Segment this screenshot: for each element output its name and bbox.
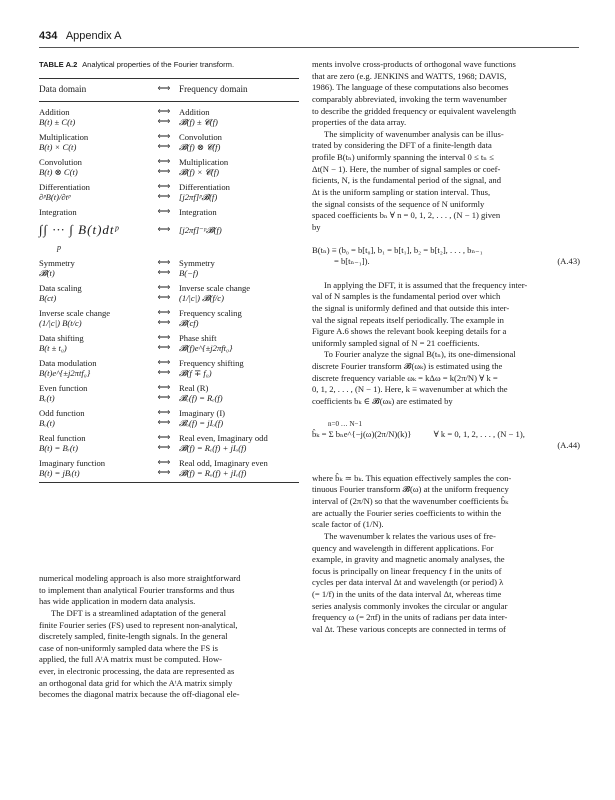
expression-data: (1/|c|) B(t/c) [39, 318, 82, 328]
property-expression-row [39, 418, 299, 428]
table-row [39, 383, 299, 403]
property-expression-row [39, 318, 299, 328]
expression-data: B(t) = jBᵢ(t) [39, 468, 80, 478]
text-line: case of non-uniformly sampled data where the FS is [39, 642, 218, 653]
property-expression-row [39, 217, 299, 243]
property-expression-row [39, 343, 299, 353]
text-line: to implement than analytical Fourier transforms and thus [39, 584, 235, 595]
left-column-text [39, 573, 299, 701]
transform-arrow: ⟺ [157, 258, 171, 268]
expression-frequency: 𝓑ₒ(f) = jIₒ(f) [179, 418, 224, 428]
text-line: focus is principally on linear frequency f in the units of [312, 565, 502, 576]
table-caption-text: Analytical properties of the Fourier transform. [82, 60, 235, 69]
text-line: val Δt. These various concepts are connected in terms of [312, 623, 506, 634]
expression-data: ∫∫ ··· ∫ B(t)dtᵖ [39, 222, 120, 237]
table-row [39, 458, 299, 478]
expression-data: Bₒ(t) [39, 418, 55, 428]
table-row [39, 433, 299, 453]
text-line: finite Fourier series (FS) used to represent non-analytical, [39, 619, 238, 630]
expression-frequency: 𝓑(f) = Rₒ(f) + jIₑ(f) [179, 468, 247, 478]
spacer [312, 408, 580, 419]
table-row [39, 182, 299, 202]
text-line: becomes the diagonal matrix because the off-diagonal ele- [39, 689, 240, 700]
property-name-frequency: Addition [179, 107, 210, 117]
right-text-block-2 [312, 280, 580, 408]
transform-arrow: ⟺ [157, 408, 171, 418]
expression-data: B(t) × C(t) [39, 142, 77, 152]
property-expression-row [39, 368, 299, 378]
expression-frequency: 𝓑(f ∓ f₀) [179, 368, 212, 378]
transform-arrow: ⟺ [157, 192, 171, 202]
transform-arrow: ⟺ [157, 358, 171, 368]
property-name-row [39, 182, 299, 192]
property-name-row [39, 458, 299, 468]
expression-frequency: 𝓑(f) × 𝓒(f) [179, 167, 219, 177]
integral-underbrace-label: p [57, 243, 61, 252]
property-name-frequency: Real odd, Imaginary even [179, 458, 268, 468]
running-title: Appendix A [65, 30, 122, 42]
expression-data: Bₑ(t) [39, 393, 55, 403]
property-name-frequency: Differentiation [179, 182, 230, 192]
property-name-frequency: Real (R) [179, 383, 209, 393]
transform-arrow: ⟺ [157, 433, 171, 443]
transform-arrow: ⟺ [157, 468, 171, 478]
property-expression-row [39, 293, 299, 303]
property-name-data: Integration [39, 207, 77, 217]
property-name-frequency: Integration [179, 207, 217, 217]
expression-data: B(t ± t₀) [39, 343, 67, 353]
expression-frequency: B(−f) [179, 268, 199, 278]
text-line: where b̂ₖ ≃ bₖ. This equation effectively samples the con- [312, 472, 512, 483]
table-row [39, 132, 299, 152]
table-row [39, 308, 299, 328]
transform-arrow: ⟺ [157, 308, 171, 318]
property-expression-row [39, 268, 299, 278]
text-line: In applying the DFT, it is assumed that the frequency inter- [324, 279, 528, 290]
transform-arrow: ⟺ [157, 293, 171, 303]
transform-arrow: ⟺ [157, 207, 171, 217]
property-name-data: Data scaling [39, 283, 82, 293]
property-expression-row [39, 443, 299, 453]
table-row [39, 107, 299, 127]
text-line: the signal consists of the sequence of N uniformly [312, 198, 485, 209]
equation-a44 [312, 419, 580, 465]
eq-a43-number: (A.43) [557, 256, 580, 267]
eq-a44-limits: n=0 … N−1 [328, 419, 362, 428]
property-name-row [39, 308, 299, 318]
property-name-data: Addition [39, 107, 70, 117]
equation-a43 [312, 245, 580, 269]
text-line: has wide application in modern data analysis. [39, 596, 196, 607]
table-caption [39, 59, 299, 70]
expression-data: B(t) = Bᵣ(t) [39, 443, 78, 453]
spacer [312, 234, 580, 245]
right-text-block-3 [312, 473, 580, 636]
transform-arrow: ⟺ [157, 343, 171, 353]
property-name-frequency: Frequency scaling [179, 308, 242, 318]
expression-frequency: [j2πf]⁻ᵖ𝓑(f) [179, 225, 222, 235]
text-line: series analysis commonly invokes the circular or angular [312, 600, 508, 611]
table-header-row [39, 79, 299, 99]
page-number: 434 [39, 30, 58, 42]
right-column-text [312, 59, 580, 636]
text-line: uniformly sampled signal of N = 21 coefficients. [312, 337, 480, 348]
transform-arrow: ⟺ [157, 157, 171, 167]
text-line: frequency ω (= 2πf) in the units of radians per data inter- [312, 612, 508, 623]
eq-a43-line2 [312, 256, 580, 268]
text-line: numerical modeling approach is also more straightforward [39, 573, 241, 583]
transform-arrow: ⟺ [157, 283, 171, 293]
table-header-rule [39, 101, 299, 102]
table-row [39, 157, 299, 177]
transform-arrow: ⟺ [157, 458, 171, 468]
text-line: ficients, N, is the fundamental period of the signal, and [312, 175, 502, 186]
spacer [312, 269, 580, 280]
property-name-row [39, 383, 299, 393]
eq-a43-line1: B(tₙ) ≡ (b₀ = b[t₀], b₁ = b[t₁], b₂ = b[t₂], . . . , bₙ₋₁ [312, 244, 483, 255]
table-row [39, 258, 299, 278]
property-name-data: Inverse scale change [39, 308, 111, 318]
transform-arrow: ⟺ [157, 167, 171, 177]
text-line: tinuous Fourier transform 𝓑(ω) at the uniform frequency [312, 484, 509, 495]
property-name-data: Data modulation [39, 358, 97, 368]
text-line: profile B(tₙ) uniformly spanning the interval 0 ≤ tₙ ≤ [312, 152, 494, 163]
text-line: val the signal repeats itself periodically. The example in [312, 314, 504, 325]
property-name-row [39, 157, 299, 167]
property-name-frequency: Inverse scale change [179, 283, 251, 293]
running-header [39, 30, 579, 48]
transform-arrow: ⟺ [157, 443, 171, 453]
transform-arrow: ⟺ [157, 225, 171, 235]
text-line: comparably abbreviated, invoking the term wavenumber [312, 93, 507, 104]
text-line: an orthogonal data grid for which the AᵗA matrix simply [39, 677, 233, 688]
header-arrow: ⟺ [157, 84, 171, 94]
property-expression-row [39, 468, 299, 478]
transform-arrow: ⟺ [157, 383, 171, 393]
expression-frequency: (1/|c|) 𝓑(f/c) [179, 293, 224, 303]
property-name-data: Data shifting [39, 333, 84, 343]
property-name-frequency: Frequency shifting [179, 358, 244, 368]
table-row [39, 333, 299, 353]
property-name-frequency: Multiplication [179, 157, 229, 167]
table-body [39, 107, 299, 478]
text-line: properties of the data array. [312, 117, 407, 128]
header-frequency-domain: Frequency domain [179, 84, 248, 94]
text-line: Figure A.6 shows the relevant book keeping details for a [312, 326, 507, 337]
table-row [39, 283, 299, 303]
table-row [39, 408, 299, 428]
eq-a43-line2-text: = b[tₙ₋₁]). [334, 256, 370, 267]
left-text-lines [39, 573, 299, 701]
header-rule [39, 47, 579, 48]
right-text-block-1 [312, 59, 580, 234]
text-line: The wavenumber k relates the various uses of fre- [324, 530, 496, 541]
property-expression-row [39, 393, 299, 403]
property-name-row [39, 107, 299, 117]
table-row [39, 358, 299, 378]
text-line: Δt(N − 1). Here, the number of signal samples or coef- [312, 163, 501, 174]
property-name-row [39, 408, 299, 418]
text-line: discrete Fourier transform 𝓑(ωₖ) is estimated using the [312, 361, 503, 372]
expression-frequency: [j2πf]ᵖ𝓑(f) [179, 192, 218, 202]
property-name-row [39, 258, 299, 268]
text-line: by [312, 221, 321, 232]
expression-data: B(t)e^{±j2πtf₀} [39, 368, 91, 378]
text-line: to describe the gridded frequency or equivalent wavelength [312, 105, 517, 116]
expression-data: ∂ᵖB(t)/∂tᵖ [39, 192, 71, 202]
property-name-row [39, 283, 299, 293]
text-line: trated by considering the DFT of a finite-length data [312, 140, 492, 151]
table-row [39, 207, 299, 253]
property-name-data: Real function [39, 433, 86, 443]
transform-arrow: ⟺ [157, 107, 171, 117]
text-line: interval of (2π/N) so that the wavenumber coefficients b̂ₖ [312, 495, 509, 506]
expression-data: B(t) ± C(t) [39, 117, 76, 127]
text-line: coefficients bₖ ∈ 𝓑(ωₖ) are estimated by [312, 396, 453, 407]
text-line: scale factor of (1/N). [312, 519, 384, 530]
expression-data: B(t) ⊗ C(t) [39, 167, 78, 177]
text-line: quency and wavelength in different applications. For [312, 542, 494, 553]
expression-data: 𝓑(t) [39, 268, 55, 278]
property-name-row [39, 207, 299, 217]
text-line: ever, in electronic processing, the data are represented as [39, 666, 235, 677]
eq-a44-line [312, 429, 580, 441]
property-name-frequency: Symmetry [179, 258, 215, 268]
fourier-properties-table [39, 59, 299, 483]
text-line: 0, 1, 2, . . . , (N − 1). Here, k ≡ wavenumber at which the [312, 384, 508, 395]
property-name-row [39, 333, 299, 343]
text-line: spaced coefficients bₙ ∀ n = 0, 1, 2, . . . , (N − 1) given [312, 210, 501, 221]
text-line: that are zero (e.g. JENKINS and WATTS, 1968; DAVIS, [312, 70, 507, 81]
transform-arrow: ⟺ [157, 182, 171, 192]
property-expression-row [39, 142, 299, 152]
text-line: the signal is uniformly defined and that outside this inter- [312, 302, 510, 313]
property-expression-row [39, 167, 299, 177]
property-name-row [39, 132, 299, 142]
property-name-data: Symmetry [39, 258, 75, 268]
text-line: (= 1/f) in the units of the data interval Δt, whereas time [312, 589, 502, 600]
header-data-domain: Data domain [39, 84, 87, 94]
text-line: The simplicity of wavenumber analysis can be illus- [324, 128, 504, 139]
transform-arrow: ⟺ [157, 117, 171, 127]
property-name-data: Imaginary function [39, 458, 106, 468]
transform-arrow: ⟺ [157, 132, 171, 142]
property-name-frequency: Real even, Imaginary odd [179, 433, 268, 443]
eq-a44-condition: ∀ k = 0, 1, 2, . . . , (N − 1), [433, 428, 525, 439]
property-name-data: Multiplication [39, 132, 89, 142]
expression-frequency: 𝓑ₑ(f) = Rₑ(f) [179, 393, 223, 403]
text-line: discretely sampled, finite-length signals. In the general [39, 631, 228, 642]
text-line: val of N samples is the fundamental period over which [312, 291, 501, 302]
text-line: are actually the Fourier series coefficients to within the [312, 507, 502, 518]
property-name-data: Even function [39, 383, 88, 393]
text-line: To Fourier analyze the signal B(tₙ), its one-dimensional [324, 349, 516, 360]
transform-arrow: ⟺ [157, 268, 171, 278]
property-name-row [39, 433, 299, 443]
transform-arrow: ⟺ [157, 393, 171, 403]
transform-arrow: ⟺ [157, 333, 171, 343]
property-name-frequency: Convolution [179, 132, 222, 142]
text-line: example, in gravity and magnetic anomaly analyses, the [312, 554, 505, 565]
expression-frequency: 𝓑(f)e^{±j2πft₀} [179, 343, 233, 353]
property-expression-row [39, 192, 299, 202]
text-line: ments involve cross-products of orthogonal wave functions [312, 59, 516, 69]
eq-a44-lhs: b̂ₖ = Σ bₙe^{−j(ω)(2π/N)(k)} [312, 428, 412, 439]
eq-a44-number: (A.44) [557, 440, 580, 451]
expression-data: B(ct) [39, 293, 57, 303]
property-expression-row [39, 117, 299, 127]
text-line: applied, the full AᵗA matrix must be computed. How- [39, 654, 223, 665]
property-name-row [39, 358, 299, 368]
transform-arrow: ⟺ [157, 368, 171, 378]
expression-frequency: 𝓑(f) = Rₑ(f) + jIₒ(f) [179, 443, 247, 453]
table-label: TABLE A.2 [39, 60, 78, 69]
transform-arrow: ⟺ [157, 418, 171, 428]
text-line: The DFT is a streamlined adaptation of the general [51, 607, 227, 618]
transform-arrow: ⟺ [157, 318, 171, 328]
text-line: Δt is the uniform sampling or station interval. Thus, [312, 187, 491, 198]
table-bottom-rule [39, 482, 299, 483]
property-name-data: Odd function [39, 408, 85, 418]
spacer [312, 465, 580, 473]
property-name-data: Differentiation [39, 182, 90, 192]
expression-frequency: 𝓑(f) ⊗ 𝓒(f) [179, 142, 221, 152]
text-line: cycles per data interval Δt and wavelength (or period) λ [312, 577, 504, 588]
text-line: 1986). The language of these computations also becomes [312, 82, 509, 93]
property-name-data: Convolution [39, 157, 82, 167]
property-name-frequency: Phase shift [179, 333, 217, 343]
text-line: discrete frequency variable ωₖ = kΔω = k(2π/N) ∀ k = [312, 372, 498, 383]
eq-a44-number-line [312, 440, 580, 452]
transform-arrow: ⟺ [157, 142, 171, 152]
property-name-frequency: Imaginary (I) [179, 408, 226, 418]
expression-frequency: 𝓑(cf) [179, 318, 199, 328]
expression-frequency: 𝓑(f) ± 𝓒(f) [179, 117, 218, 127]
